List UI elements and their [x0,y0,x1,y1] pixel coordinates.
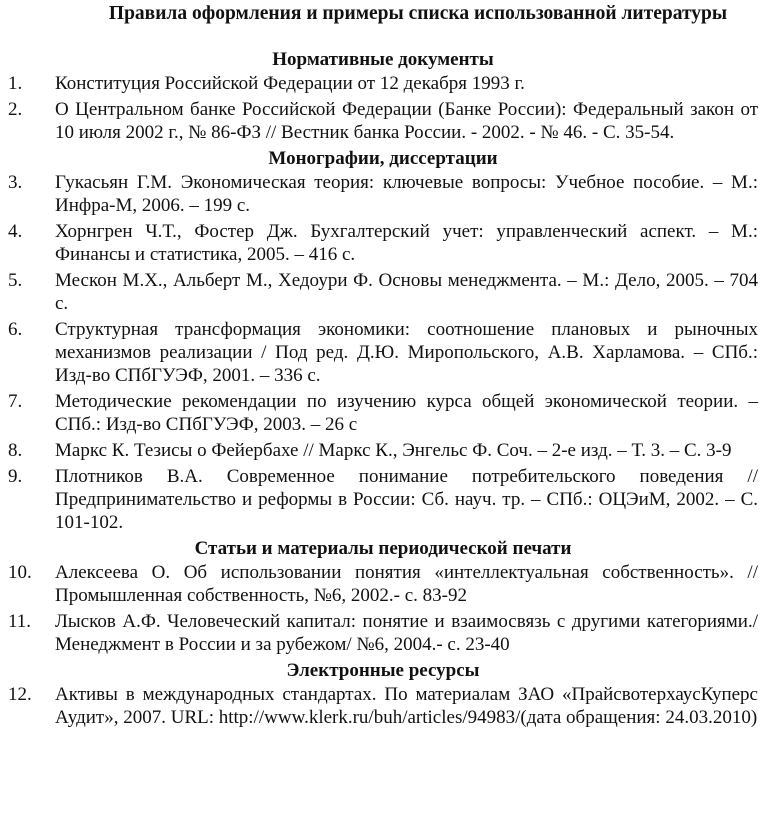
item-text: Конституция Российской Федерации от 12 декабря 1993 г. [55,73,525,94]
list-item [8,465,758,534]
section-heading: Монографии, диссертации [268,148,498,169]
item-text: Методические рекомендации по изучению курса общей экономической теории. – СПб.: Изд-во СПбГУЭФ, 2003. – 26 с [55,391,758,435]
document-title: Правила оформления и примеры списка использованной литературы [108,3,728,24]
list-item [8,561,758,607]
item-number: 12. [8,684,32,705]
item-number: 5. [8,270,23,291]
item-text: Алексеева О. Об использовании понятия «интеллектуальная собственность». // Промышленная собственность, №6, 2002.- с. 83-92 [55,562,758,606]
item-text: Маркс К. Тезисы о Фейербахе // Маркс К., Энгельс Ф. Соч. – 2-е изд. – Т. 3. – С. 3-9 [55,440,732,461]
item-number: 2. [8,99,23,120]
item-text: Активы в международных стандартах. По материалам ЗАО «ПрайсвотерхаусКуперс Аудит», 2007. URL: http://www.klerk.ru/buh/articles/94983/(дата обращения: 24.03.2010) [55,684,758,728]
item-text: Плотников В.А. Современное понимание потребительского поведения // Предпринимательство и реформы в России: Сб. науч. тр. – СПб.: ОЦЭиМ, 2002. – С. 101-102. [55,466,758,533]
item-text: Гукасьян Г.М. Экономическая теория: ключевые вопросы: Учебное пособие. – М.: Инфра-М, 2006. – 199 с. [55,172,758,216]
list-item [8,439,758,462]
item-text: Лысков А.Ф. Человеческий капитал: понятие и взаимосвязь с другими категориями./ Менеджмент в России и за рубежом/ №6, 2004.- с. 23-40 [55,611,758,655]
list-item [8,98,758,144]
list-item [8,72,758,95]
item-number: 10. [8,562,32,583]
list-item [8,171,758,217]
item-number: 3. [8,172,23,193]
item-number: 7. [8,391,23,412]
list-item [8,220,758,266]
item-number: 9. [8,466,23,487]
section-heading: Нормативные документы [272,49,494,70]
item-number: 8. [8,440,23,461]
list-item [8,683,758,729]
item-text: Структурная трансформация экономики: соотношение плановых и рыночных механизмов реализации / Под ред. Д.Ю. Миропольского, А.В. Харламова. – СПб.: Изд-во СПбГУЭФ, 2001. – 336 с. [55,319,758,386]
item-text: О Центральном банке Российской Федерации (Банке России): Федеральный закон от 10 июля 2002 г., № 86-ФЗ // Вестник банка России. - 2002. - № 46. - С. 35-54. [55,99,758,143]
bibliography [8,48,758,729]
list-item [8,610,758,656]
list-item [8,318,758,387]
list-item [8,390,758,436]
item-number: 4. [8,221,23,242]
item-text: Хорнгрен Ч.Т., Фостер Дж. Бухгалтерский учет: управленческий аспект. – М.: Финансы и статистика, 2005. – 416 с. [55,221,758,265]
item-text: Мескон М.Х., Альберт М., Хедоури Ф. Основы менеджмента. – М.: Дело, 2005. – 704 с. [55,270,758,314]
item-number: 6. [8,319,23,340]
list-item [8,269,758,315]
item-number: 1. [8,73,23,94]
section-heading: Электронные ресурсы [286,660,480,681]
item-number: 11. [8,611,32,632]
section-heading: Статьи и материалы периодической печати [194,538,572,559]
